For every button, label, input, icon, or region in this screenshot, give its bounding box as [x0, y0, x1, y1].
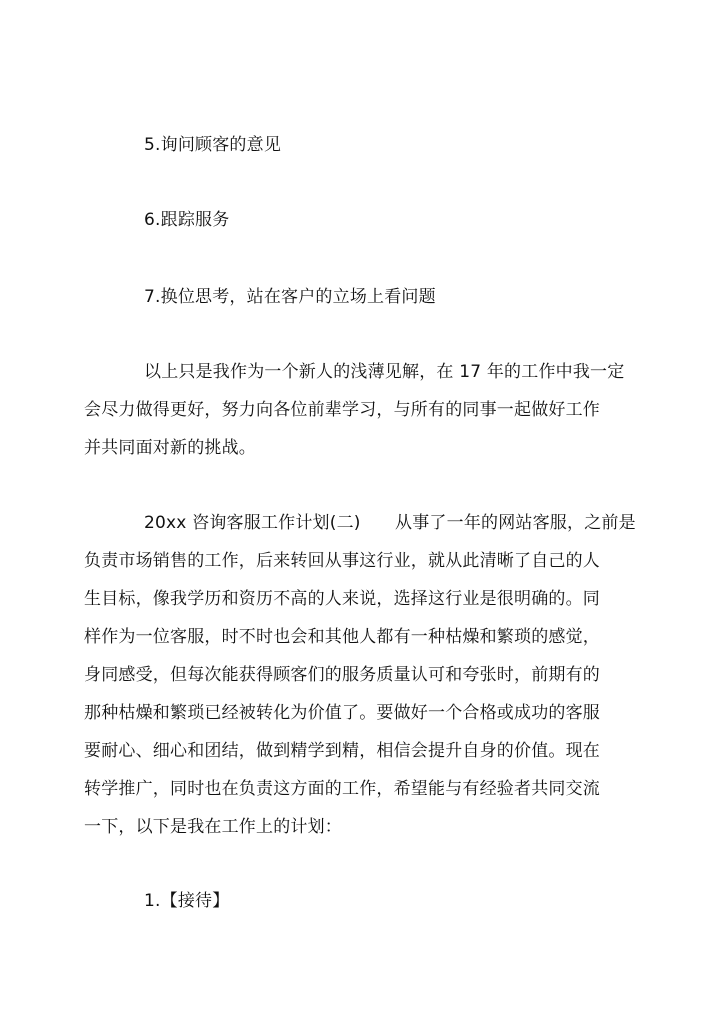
list-item: 6.跟踪服务 [144, 210, 230, 230]
paragraph-line: 并共同面对新的挑战。 [84, 438, 256, 458]
paragraph-line: 20xx 咨询客服工作计划(二) 从事了一年的网站客服，之前是 [144, 513, 636, 533]
list-item: 5.询问顾客的意见 [144, 135, 282, 155]
paragraph-line: 会尽力做得更好，努力向各位前辈学习，与所有的同事一起做好工作 [84, 400, 600, 420]
paragraph-line: 负责市场销售的工作，后来转回从事这行业，就从此清晰了自己的人 [84, 551, 600, 571]
paragraph-line: 身同感受，但每次能获得顾客们的服务质量认可和夸张时，前期有的 [84, 665, 600, 685]
paragraph-line: 转学推广，同时也在负责这方面的工作，希望能与有经验者共同交流 [84, 779, 600, 799]
paragraph-line: 以上只是我作为一个新人的浅薄见解，在 17 年的工作中我一定 [144, 362, 625, 382]
paragraph-line: 要耐心、细心和团结，做到精学到精，相信会提升自身的价值。现在 [84, 741, 600, 761]
section-heading: 1.【接待】 [144, 891, 230, 911]
list-item: 7.换位思考，站在客户的立场上看问题 [144, 287, 436, 307]
paragraph-line: 样作为一位客服，时不时也会和其他人都有一种枯燥和繁琐的感觉， [84, 627, 600, 647]
paragraph-line: 一下，以下是我在工作上的计划： [84, 817, 342, 837]
paragraph-line: 生目标，像我学历和资历不高的人来说，选择这行业是很明确的。同 [84, 589, 600, 609]
paragraph-line: 那种枯燥和繁琐已经被转化为价值了。要做好一个合格或成功的客服 [84, 703, 600, 723]
